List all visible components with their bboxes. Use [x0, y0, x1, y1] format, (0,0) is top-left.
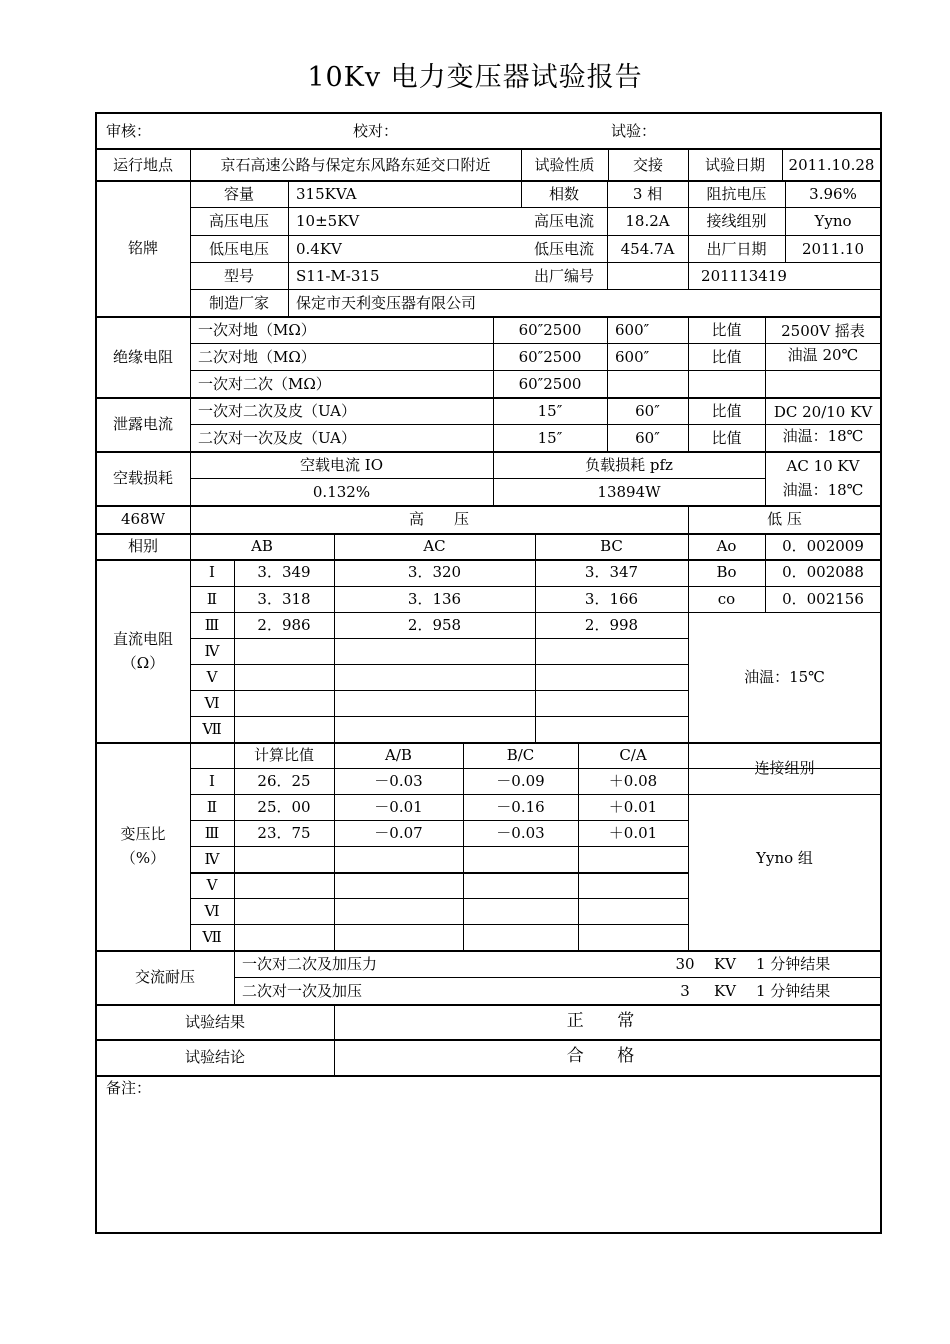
ratio-bc — [463, 924, 578, 950]
hv-voltage-label: 高压电压 — [208, 212, 269, 230]
ratio-tap: Ⅱ — [206, 798, 218, 816]
leakage-v2: 60″ — [635, 401, 660, 420]
phases-value: 3 相 — [632, 184, 663, 203]
ratio-calc — [234, 846, 334, 872]
ratio-ab — [334, 924, 463, 950]
reviewer-label: 审核： — [106, 122, 152, 140]
dc-bc: 2．998 — [584, 616, 639, 634]
capacity-label: 容量 — [223, 184, 254, 203]
ratio-label-line: （%） — [120, 849, 166, 867]
ratio-label — [96, 742, 190, 950]
ratio-ca: ＋0.08 — [608, 772, 658, 790]
ac-result: 1 分钟结果 — [756, 954, 831, 973]
insulation-v1: 60″2500 — [518, 347, 582, 366]
lv-phase-name: Bo — [716, 563, 737, 581]
connection-group-label: 连接组别 — [754, 759, 815, 777]
leakage-note-line: 油温：18℃ — [782, 427, 864, 445]
ratio-tap: Ⅴ — [206, 876, 218, 894]
lv-label: 低 压 — [767, 510, 802, 528]
ratio-ab: －0.03 — [374, 772, 423, 790]
dc-ab — [234, 638, 334, 664]
insulation-note-line: 油温 20℃ — [787, 346, 859, 364]
no-load-note-line: AC 10 KV — [786, 457, 860, 475]
phases-label: 相数 — [548, 184, 579, 203]
ratio-ca — [578, 846, 688, 872]
no-load-label: 空载损耗 — [112, 469, 173, 487]
phase-label: 相别 — [127, 537, 158, 555]
serial-value: 201113419 — [701, 266, 787, 285]
ratio-calc: 25．00 — [257, 798, 311, 816]
insulation-v2: 600″ — [615, 347, 650, 366]
ratio-calc: 23．75 — [257, 824, 311, 842]
dc-ac: 2．958 — [407, 616, 462, 634]
hv-current-value: 18.2A — [625, 212, 670, 230]
leakage-v1: 15″ — [537, 401, 563, 420]
ratio-ca — [578, 898, 688, 924]
leakage-v1: 15″ — [537, 428, 563, 447]
hv-current-label: 高压电流 — [533, 212, 594, 230]
dc-resistance-label-line: 直流电阻 — [112, 629, 173, 648]
factory-date-label: 出厂日期 — [706, 239, 767, 258]
model-label: 型号 — [223, 266, 254, 285]
load-loss-label: 负载损耗 pfz — [585, 455, 673, 474]
dc-tap: Ⅲ — [204, 616, 220, 634]
dc-bc: 3．166 — [584, 590, 639, 608]
dc-ab: 2．986 — [257, 616, 311, 634]
date-value: 2011.10.28 — [788, 156, 875, 174]
dc-bc — [535, 690, 688, 716]
load-loss-value: 13894W — [597, 482, 661, 501]
dc-ac: 3．320 — [407, 563, 462, 581]
lv-phase-name: co — [717, 590, 736, 608]
factory-date-value: 2011.10 — [801, 239, 865, 258]
ratio-bc: －0.03 — [496, 824, 545, 842]
leakage-item: 二次对一次及皮（UA） — [198, 428, 357, 447]
ratio-calc: 26．25 — [257, 772, 311, 790]
dc-ab — [234, 690, 334, 716]
no-load-current-label: 空载电流 IO — [300, 455, 383, 474]
lv-current-label: 低压电流 — [533, 239, 594, 258]
insulation-v1: 60″2500 — [518, 320, 582, 339]
ratio-bc — [463, 846, 578, 872]
insulation-item: 一次对二次（MΩ） — [198, 374, 331, 393]
ratio-calc — [234, 924, 334, 950]
lv-voltage-value: 0.4KV — [296, 239, 342, 258]
leakage-ratio: 比值 — [711, 428, 742, 447]
leakage-note — [765, 397, 881, 451]
leakage-note-line: DC 20/10 KV — [773, 403, 873, 421]
ac-withstand-label: 交流耐压 — [134, 968, 195, 986]
group-value: Yyno — [814, 212, 852, 230]
maker-value: 保定市天利变压器有限公司 — [296, 293, 477, 312]
dc-ac — [334, 638, 535, 664]
insulation-v2 — [607, 370, 688, 397]
col-bc: BC — [600, 537, 623, 555]
dc-tap: Ⅳ — [204, 642, 220, 660]
dc-tap: Ⅱ — [206, 590, 218, 608]
ratio-ca — [578, 872, 688, 898]
ac-unit: KV — [713, 981, 737, 1000]
no-load-note — [765, 451, 881, 505]
lv-phase-name: Ao — [716, 537, 737, 555]
remarks-label: 备注： — [106, 1079, 152, 1097]
ratio-bc — [463, 872, 578, 898]
no-load-current-value: 0.132% — [312, 482, 371, 501]
dc-ac — [334, 664, 535, 690]
dc-resistance-label-line: （Ω） — [121, 653, 165, 672]
loss-value: 468W — [120, 510, 166, 528]
ratio-label-line: 变压比 — [120, 825, 166, 843]
ratio-bc — [463, 898, 578, 924]
dc-tap: Ⅵ — [204, 694, 220, 712]
dc-ac: 3．136 — [407, 590, 462, 608]
leakage-v2: 60″ — [635, 428, 660, 447]
serial-label: 出厂编号 — [533, 266, 594, 285]
capacity-value: 315KVA — [296, 184, 357, 203]
nameplate-label: 铭牌 — [127, 239, 158, 257]
site-value: 京石高速公路与保定东风路东延交口附近 — [220, 156, 491, 174]
insulation-ratio: 比值 — [711, 320, 742, 339]
ratio-ca: ＋0.01 — [608, 798, 658, 816]
ratio-calc — [234, 872, 334, 898]
lv-voltage-label: 低压电压 — [208, 239, 269, 258]
result-value: 正 常 — [566, 1010, 649, 1031]
ac-unit: KV — [713, 954, 737, 973]
ratio-bc: －0.16 — [496, 798, 545, 816]
ratio-ab — [334, 846, 463, 872]
impedance-label: 阻抗电压 — [706, 184, 767, 203]
leakage-label: 泄露电流 — [112, 415, 173, 433]
impedance-value: 3.96% — [809, 184, 857, 203]
page-title: 10Kv 电力变压器试验报告 — [307, 62, 643, 93]
dc-ab: 3．318 — [257, 590, 311, 608]
dc-tap: Ⅴ — [206, 668, 218, 686]
hv-label: 高 压 — [408, 510, 469, 528]
ratio-tap: Ⅰ — [209, 772, 215, 790]
date-label: 试验日期 — [704, 156, 765, 174]
ratio-tap: Ⅳ — [204, 850, 220, 868]
nature-value: 交接 — [632, 156, 663, 174]
ac-kv: 3 — [680, 981, 690, 1000]
dc-bc — [535, 716, 688, 742]
col-ab: AB — [251, 537, 273, 555]
dc-resistance-label — [96, 559, 190, 742]
dc-bc — [535, 638, 688, 664]
dc-tap: Ⅶ — [202, 720, 222, 738]
tester-label: 试验： — [611, 122, 657, 140]
no-load-note-line: 油温：18℃ — [782, 481, 864, 499]
ac-item: 二次对一次及加压 — [242, 981, 363, 1000]
insulation-item: 一次对地（MΩ） — [198, 320, 316, 339]
ratio-tap: Ⅲ — [204, 824, 220, 842]
result-label: 试验结果 — [184, 1012, 245, 1031]
col-c-a: C/A — [619, 746, 647, 764]
col-a-b: A/B — [385, 746, 412, 764]
dc-tap: Ⅰ — [209, 563, 215, 581]
ratio-tap: Ⅵ — [204, 902, 220, 920]
conclusion-value: 合 格 — [566, 1046, 649, 1066]
ac-item: 一次对二次及加压力 — [242, 954, 378, 973]
checker-label: 校对： — [353, 122, 399, 140]
leakage-ratio: 比值 — [711, 401, 742, 420]
insulation-v2: 600″ — [615, 320, 650, 339]
calc-label: 计算比值 — [253, 746, 314, 764]
insulation-ratio: 比值 — [711, 347, 742, 366]
lv-phase-value: 0．002156 — [782, 590, 864, 608]
ratio-calc — [234, 898, 334, 924]
maker-label: 制造厂家 — [208, 293, 269, 312]
lv-current-value: 454.7A — [620, 239, 675, 258]
insulation-note — [765, 316, 881, 370]
ratio-ab: －0.07 — [374, 824, 423, 842]
group-label: 接线组别 — [706, 212, 767, 230]
ratio-ca: ＋0.01 — [608, 824, 658, 842]
ac-kv: 30 — [675, 954, 695, 973]
insulation-label: 绝缘电阻 — [112, 347, 173, 366]
insulation-ratio — [688, 370, 765, 397]
ac-result: 1 分钟结果 — [756, 981, 831, 1000]
leakage-item: 一次对二次及皮（UA） — [198, 401, 357, 420]
ratio-ab — [334, 898, 463, 924]
dc-bc — [535, 664, 688, 690]
insulation-v1: 60″2500 — [518, 374, 582, 393]
dc-ab — [234, 664, 334, 690]
dc-bc: 3．347 — [584, 563, 639, 581]
dc-ac — [334, 716, 535, 742]
ratio-ab: －0.01 — [374, 798, 423, 816]
dc-ab — [234, 716, 334, 742]
site-label: 运行地点 — [112, 156, 173, 174]
col-ac: AC — [423, 537, 446, 555]
ratio-tap: Ⅶ — [202, 928, 222, 946]
nature-label: 试验性质 — [534, 156, 595, 174]
ratio-ab — [334, 872, 463, 898]
model-value: S11-M-315 — [296, 266, 380, 285]
connection-group-value: Yyno 组 — [756, 849, 813, 867]
insulation-item: 二次对地（MΩ） — [198, 347, 316, 366]
ratio-ca — [578, 924, 688, 950]
conclusion-label: 试验结论 — [184, 1048, 245, 1066]
lv-phase-value: 0．002088 — [782, 563, 864, 581]
lv-phase-value: 0．002009 — [782, 537, 864, 555]
dc-oil-temp: 油温：15℃ — [744, 668, 825, 686]
ratio-bc: －0.09 — [496, 772, 545, 790]
dc-ab: 3．349 — [257, 563, 311, 581]
insulation-note-line: 2500V 摇表 — [781, 322, 865, 340]
dc-ac — [334, 690, 535, 716]
col-b-c: B/C — [506, 746, 535, 764]
hv-voltage-value: 10±5KV — [296, 212, 360, 230]
